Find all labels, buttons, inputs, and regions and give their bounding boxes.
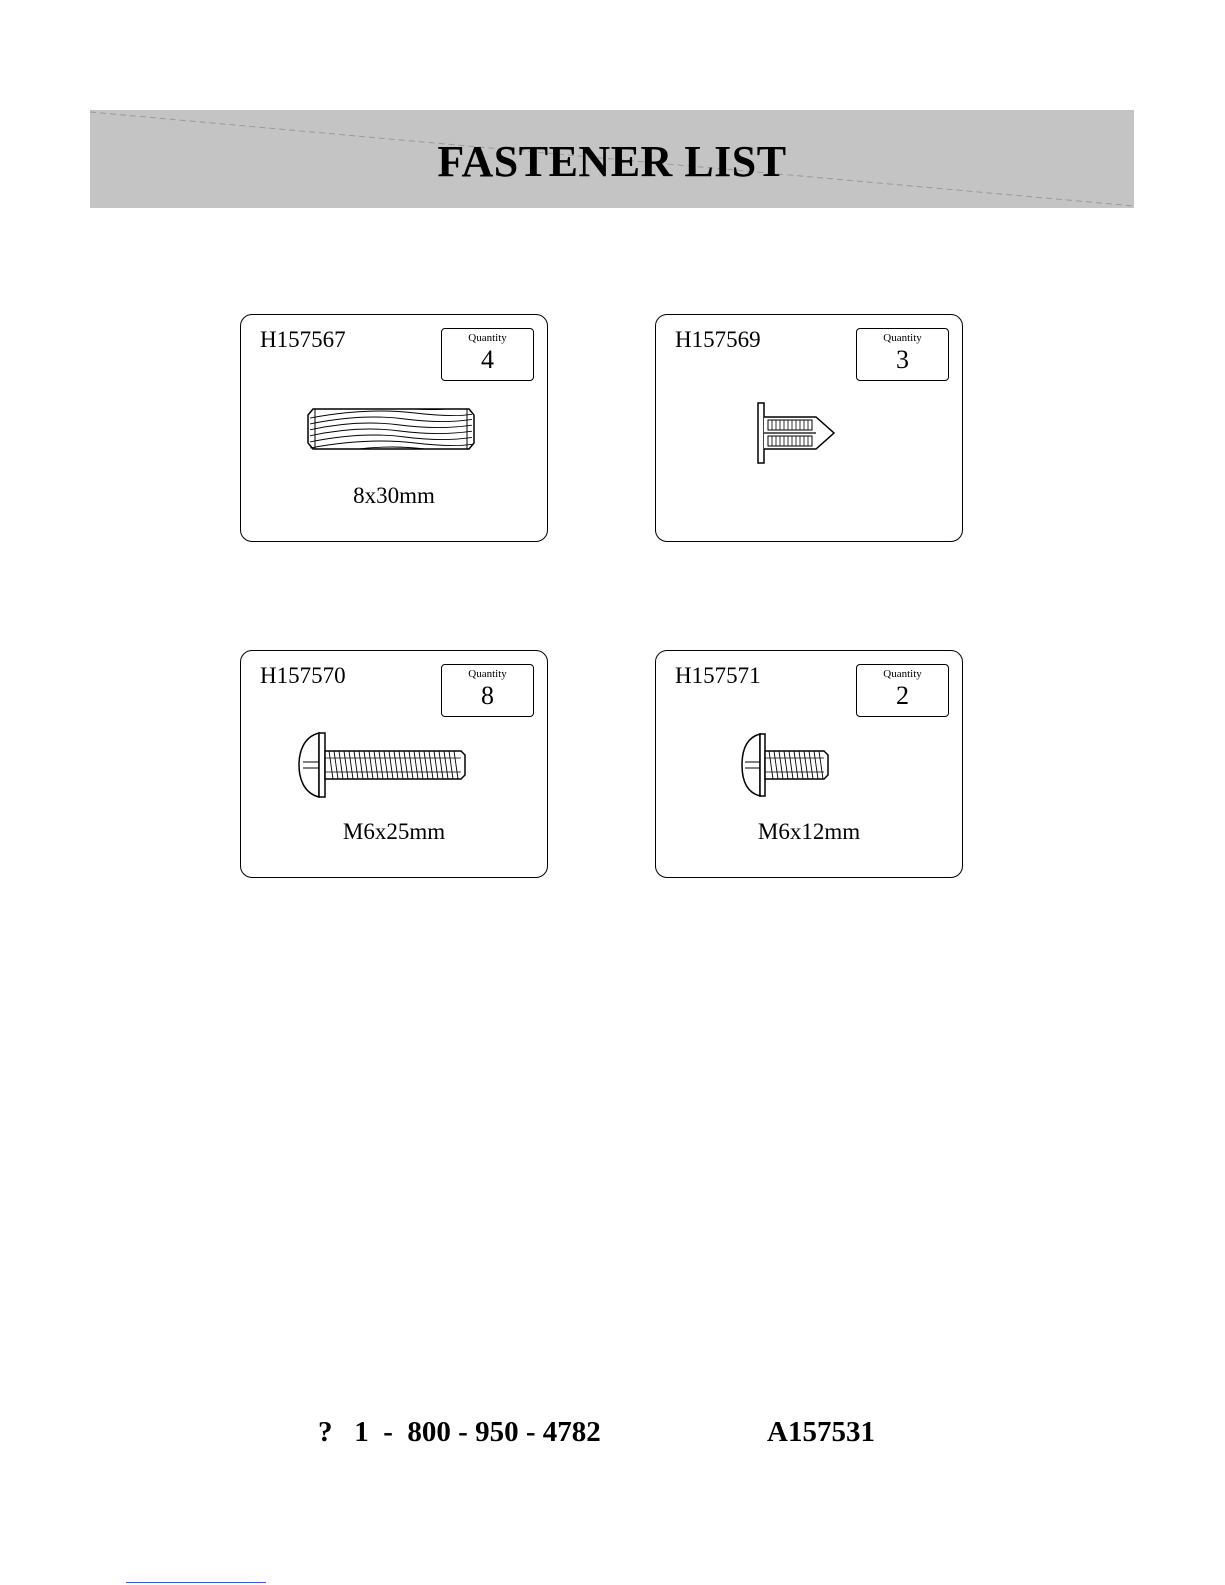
title-banner	[90, 110, 1134, 208]
quantity-box	[441, 664, 534, 717]
quantity-label: Quantity	[883, 332, 922, 344]
model-number: A157531	[767, 1416, 875, 1448]
quantity-label: Quantity	[468, 332, 507, 344]
short-bolt-icon	[740, 731, 832, 801]
quantity-value: 8	[481, 681, 494, 710]
fastener-card-h157567	[240, 314, 548, 542]
long-bolt-icon	[297, 729, 469, 801]
quantity-label: Quantity	[883, 668, 922, 680]
quantity-value: 2	[896, 681, 909, 710]
page-title: FASTENER LIST	[437, 137, 787, 186]
part-number: H157569	[675, 327, 761, 352]
dowel-icon	[305, 405, 477, 455]
part-number: H157570	[260, 663, 346, 688]
quantity-box	[856, 664, 949, 717]
part-number: H157571	[675, 663, 761, 688]
push-rivet-icon	[756, 401, 842, 467]
size-label: M6x12mm	[757, 819, 861, 844]
fastener-card-h157569	[655, 314, 963, 542]
size-label: 8x30mm	[353, 483, 435, 508]
bottom-underline	[126, 1582, 266, 1583]
fastener-card-h157571	[655, 650, 963, 878]
quantity-box	[856, 328, 949, 381]
part-number: H157567	[260, 327, 346, 352]
quantity-box	[441, 328, 534, 381]
quantity-value: 4	[481, 345, 494, 374]
size-label: M6x25mm	[342, 819, 446, 844]
support-phone: ? 1 - 800 - 950 - 4782	[318, 1416, 601, 1448]
quantity-label: Quantity	[468, 668, 507, 680]
fastener-card-h157570	[240, 650, 548, 878]
quantity-value: 3	[896, 345, 909, 374]
